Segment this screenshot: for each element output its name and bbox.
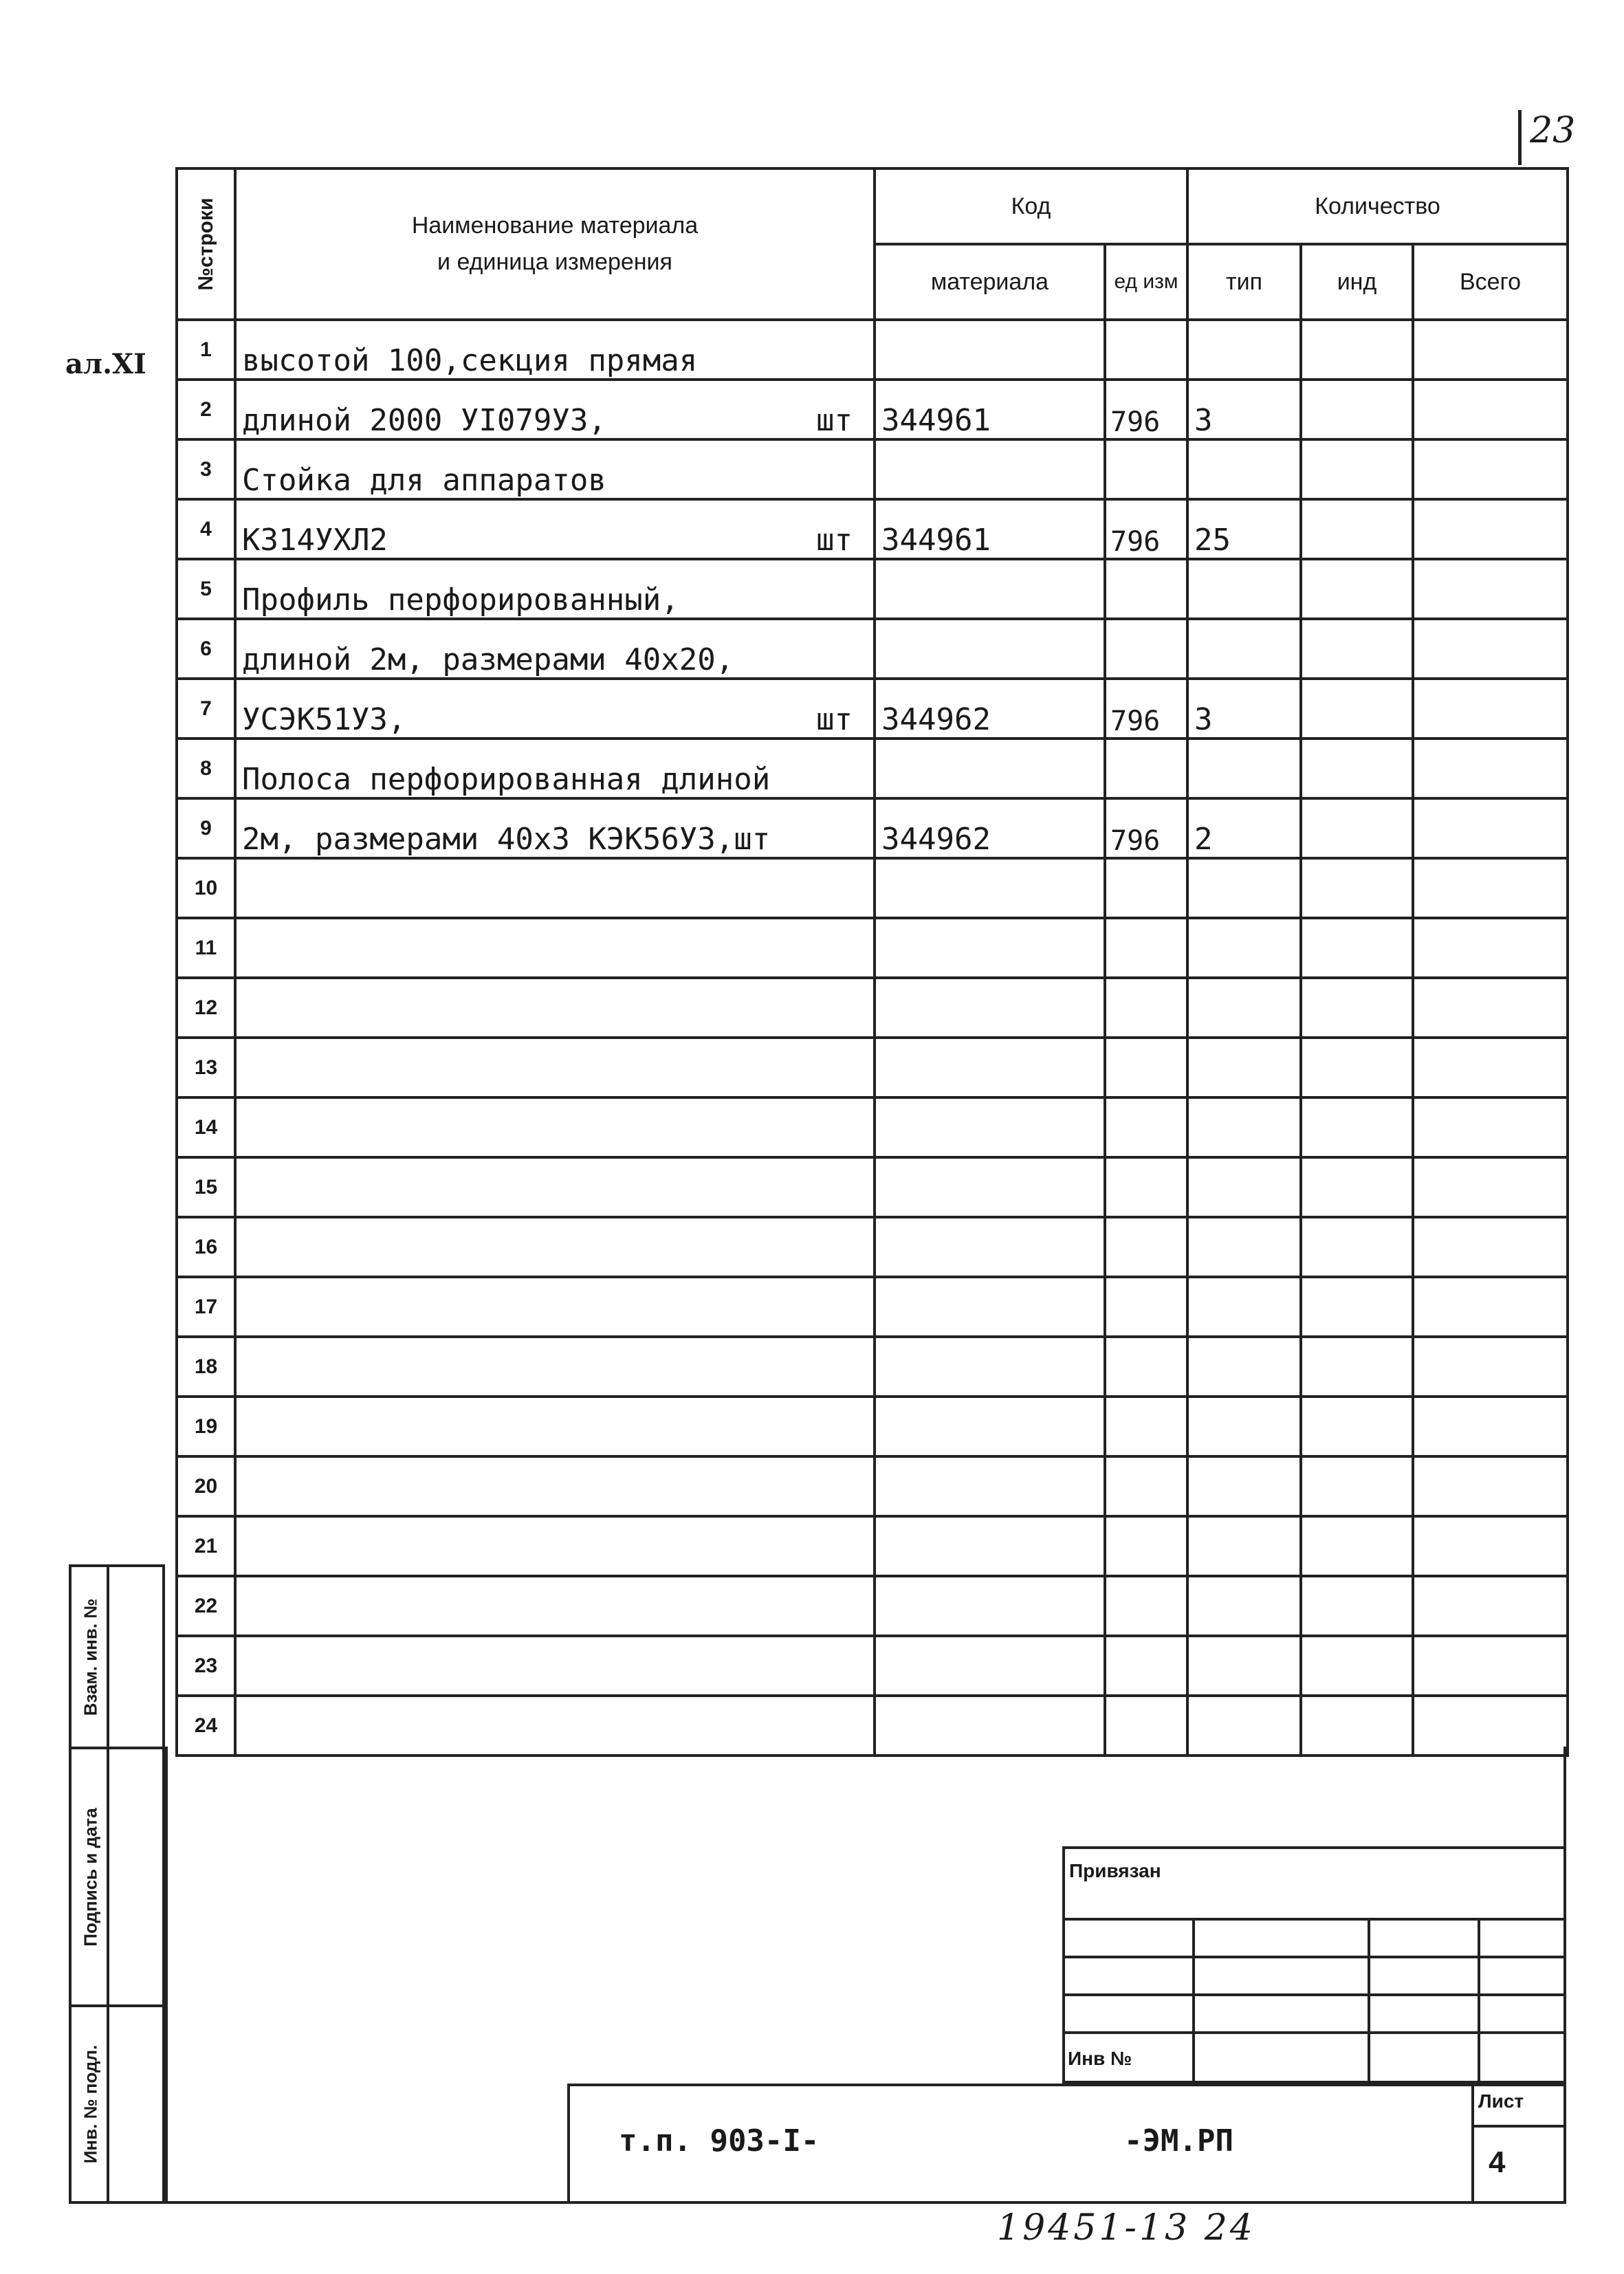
row-number: 14: [177, 1097, 235, 1157]
material-name-text: длиной 2000 УI079УЗ,: [242, 403, 606, 438]
qty-total: [1413, 559, 1568, 619]
binding-rule: [1478, 1918, 1480, 2081]
stamp-divider: [109, 2004, 164, 2007]
unit-code: [1105, 739, 1187, 798]
material-name-text: Полоса перфорированная длиной: [242, 762, 771, 797]
table-row: [177, 978, 1568, 1038]
material-name-text: Профиль перфорированный,: [242, 582, 679, 617]
qty-total: [1413, 1636, 1568, 1696]
side-label: ал.XI: [65, 348, 146, 380]
header-name-line1: Наименование материала: [411, 212, 699, 239]
qty-type: 2: [1187, 798, 1301, 858]
unit-code: [1105, 1097, 1187, 1157]
material-name: [235, 858, 875, 918]
stamp-divider: [109, 1747, 164, 1749]
binding-title: Привязан: [1069, 1860, 1161, 1881]
qty-total: [1413, 918, 1568, 978]
table-row: [177, 439, 1568, 499]
material-name: [235, 978, 875, 1038]
row-number: 2: [177, 380, 235, 439]
table-row: [177, 1337, 1568, 1397]
unit-code: [1105, 1277, 1187, 1337]
qty-total: [1413, 798, 1568, 858]
row-number: 7: [177, 679, 235, 739]
handwritten-note: 19451-13 24: [997, 2207, 1255, 2249]
row-number: 23: [177, 1636, 235, 1696]
qty-type: 25: [1187, 499, 1301, 559]
qty-type: [1187, 1337, 1301, 1397]
material-code: [875, 439, 1105, 499]
qty-total: [1413, 380, 1568, 439]
qty-ind: [1301, 679, 1413, 739]
qty-type: 3: [1187, 679, 1301, 739]
material-name: [235, 798, 875, 858]
material-name: [235, 1038, 875, 1097]
page-number-rule: [1518, 110, 1522, 165]
header-qty-ind: инд: [1301, 244, 1413, 320]
qty-total: [1413, 978, 1568, 1038]
table-row: [177, 1277, 1568, 1337]
material-code: [875, 1337, 1105, 1397]
table-row: [177, 320, 1568, 380]
qty-ind: [1301, 439, 1413, 499]
unit-code: [1105, 1397, 1187, 1456]
qty-type: [1187, 320, 1301, 380]
stamp-strip: [69, 1564, 165, 2204]
qty-total: [1413, 1576, 1568, 1636]
table-row: [177, 679, 1568, 739]
qty-total: [1413, 1456, 1568, 1516]
row-number: 16: [177, 1217, 235, 1277]
qty-total: [1413, 858, 1568, 918]
material-name-text: К314УХЛ2: [242, 523, 388, 558]
qty-total: [1413, 439, 1568, 499]
material-name: [235, 559, 875, 619]
material-name: [235, 1157, 875, 1217]
material-name: [235, 499, 875, 559]
qty-type: [1187, 1456, 1301, 1516]
row-number: 9: [177, 798, 235, 858]
binding-rule: [1065, 1956, 1563, 1958]
row-number: 20: [177, 1456, 235, 1516]
row-number: 8: [177, 739, 235, 798]
table-row: [177, 1157, 1568, 1217]
material-name-text: высотой 100,секция прямая: [242, 343, 698, 378]
unit-code: [1105, 1217, 1187, 1277]
unit-mark: шт: [816, 523, 853, 558]
material-code: [875, 559, 1105, 619]
unit-code: [1105, 619, 1187, 679]
qty-total: [1413, 1337, 1568, 1397]
qty-ind: [1301, 1576, 1413, 1636]
unit-code: [1105, 1516, 1187, 1576]
qty-total: [1413, 1397, 1568, 1456]
material-code: 344961: [875, 499, 1105, 559]
qty-type: [1187, 1397, 1301, 1456]
table-row: [177, 1217, 1568, 1277]
stamp-sign-date: Подпись и дата: [72, 1749, 109, 2007]
qty-type: [1187, 978, 1301, 1038]
qty-total: [1413, 1097, 1568, 1157]
binding-rule: [1192, 1918, 1195, 2081]
qty-ind: [1301, 1516, 1413, 1576]
qty-ind: [1301, 918, 1413, 978]
qty-ind: [1301, 1097, 1413, 1157]
qty-type: [1187, 559, 1301, 619]
row-number: 24: [177, 1696, 235, 1756]
material-name: [235, 619, 875, 679]
unit-code: [1105, 918, 1187, 978]
qty-type: [1187, 858, 1301, 918]
material-name: [235, 320, 875, 380]
table-row: [177, 559, 1568, 619]
qty-type: [1187, 1217, 1301, 1277]
material-name-text: Стойка для аппаратов: [242, 463, 606, 498]
header-code: Код: [875, 168, 1187, 244]
qty-type: [1187, 739, 1301, 798]
qty-type: [1187, 1097, 1301, 1157]
qty-type: [1187, 1277, 1301, 1337]
unit-code: [1105, 1038, 1187, 1097]
table-row: [177, 1456, 1568, 1516]
header-row-number: №строки: [177, 168, 235, 320]
row-number: 11: [177, 918, 235, 978]
material-name: [235, 439, 875, 499]
qty-ind: [1301, 320, 1413, 380]
unit-mark: шт: [816, 702, 853, 737]
title-project-code: т.п. 903-I-: [619, 2123, 820, 2158]
qty-ind: [1301, 499, 1413, 559]
qty-total: [1413, 619, 1568, 679]
qty-total: [1413, 1217, 1568, 1277]
unit-code: [1105, 1337, 1187, 1397]
qty-total: [1413, 1516, 1568, 1576]
material-code: [875, 1217, 1105, 1277]
material-code: [875, 320, 1105, 380]
material-code: [875, 739, 1105, 798]
table-row: [177, 1516, 1568, 1576]
qty-ind: [1301, 1456, 1413, 1516]
title-document-code: -ЭМ.РП: [1124, 2123, 1233, 2158]
header-quantity: Количество: [1187, 168, 1568, 244]
binding-rule: [1065, 1993, 1563, 1996]
material-code: [875, 1277, 1105, 1337]
stamp-inv-podl: Инв. № подл.: [80, 2044, 100, 2164]
qty-type: [1187, 1576, 1301, 1636]
table-row: [177, 499, 1568, 559]
table-row: [177, 1038, 1568, 1097]
row-number: 19: [177, 1397, 235, 1456]
table-row: [177, 1097, 1568, 1157]
qty-total: [1413, 1277, 1568, 1337]
material-code: 344961: [875, 380, 1105, 439]
qty-type: 3: [1187, 380, 1301, 439]
qty-total: [1413, 320, 1568, 380]
row-number: 4: [177, 499, 235, 559]
material-name: [235, 380, 875, 439]
qty-type: [1187, 1516, 1301, 1576]
material-name-text: длиной 2м, размерами 40х20,: [242, 642, 734, 677]
qty-total: [1413, 1157, 1568, 1217]
qty-type: [1187, 1157, 1301, 1217]
row-number: 22: [177, 1576, 235, 1636]
stamp-vzam-inv: Взам. инв. №: [72, 1567, 109, 1749]
row-number: 12: [177, 978, 235, 1038]
qty-total: [1413, 499, 1568, 559]
qty-type: [1187, 619, 1301, 679]
unit-code: [1105, 559, 1187, 619]
header-qty-total: Всего: [1413, 244, 1568, 320]
material-name-text: УСЭК51УЗ,: [242, 702, 406, 737]
qty-ind: [1301, 739, 1413, 798]
table-row: [177, 1397, 1568, 1456]
binding-rule: [1368, 1918, 1370, 2081]
material-code: 344962: [875, 798, 1105, 858]
material-code: [875, 1636, 1105, 1696]
row-number: 3: [177, 439, 235, 499]
qty-ind: [1301, 559, 1413, 619]
binding-rule: [1065, 2031, 1563, 2034]
qty-type: [1187, 1636, 1301, 1696]
header-code-unit: ед изм: [1105, 244, 1187, 320]
qty-ind: [1301, 1636, 1413, 1696]
table-header-row-1: [177, 168, 1568, 244]
material-name: [235, 1516, 875, 1576]
material-code: [875, 1157, 1105, 1217]
qty-ind: [1301, 798, 1413, 858]
table-row: [177, 1576, 1568, 1636]
material-name: [235, 739, 875, 798]
qty-ind: [1301, 1157, 1413, 1217]
material-code: [875, 1397, 1105, 1456]
material-name: [235, 1576, 875, 1636]
row-number: 1: [177, 320, 235, 380]
sheet-divider: [1471, 2125, 1566, 2128]
material-code: [875, 1097, 1105, 1157]
materials-table: [175, 167, 1569, 1757]
qty-type: [1187, 1038, 1301, 1097]
qty-ind: [1301, 1277, 1413, 1337]
material-code: [875, 1038, 1105, 1097]
material-name: [235, 918, 875, 978]
unit-mark: шт: [816, 403, 853, 438]
unit-code: [1105, 978, 1187, 1038]
qty-ind: [1301, 858, 1413, 918]
qty-ind: [1301, 1217, 1413, 1277]
unit-code: [1105, 1576, 1187, 1636]
qty-ind: [1301, 978, 1413, 1038]
qty-ind: [1301, 1397, 1413, 1456]
material-code: [875, 1576, 1105, 1636]
material-name-text: 2м, размерами 40х3 КЭК56УЗ,шт: [242, 822, 771, 857]
qty-ind: [1301, 619, 1413, 679]
material-code: 344962: [875, 679, 1105, 739]
material-code: [875, 978, 1105, 1038]
unit-code: 796: [1105, 499, 1187, 559]
header-name: [235, 168, 875, 320]
row-number: 10: [177, 858, 235, 918]
binding-rule: [1065, 1918, 1563, 1921]
qty-total: [1413, 739, 1568, 798]
material-name: [235, 1217, 875, 1277]
row-number: 5: [177, 559, 235, 619]
stamp-strip-labels: [72, 1567, 109, 2201]
material-name: [235, 1636, 875, 1696]
binding-inv-label: Инв №: [1068, 2048, 1132, 2069]
qty-ind: [1301, 380, 1413, 439]
table-row: [177, 918, 1568, 978]
header-code-material: материала: [875, 244, 1105, 320]
material-code: [875, 619, 1105, 679]
unit-code: [1105, 439, 1187, 499]
row-number: 13: [177, 1038, 235, 1097]
page-number: 23: [1530, 110, 1576, 151]
table-row: [177, 1636, 1568, 1696]
row-number: 18: [177, 1337, 235, 1397]
material-name: [235, 1397, 875, 1456]
unit-code: 796: [1105, 798, 1187, 858]
sheet-number: 4: [1489, 2145, 1506, 2179]
qty-total: [1413, 679, 1568, 739]
material-name: [235, 1097, 875, 1157]
header-qty-type: тип: [1187, 244, 1301, 320]
qty-ind: [1301, 1337, 1413, 1397]
row-number: 17: [177, 1277, 235, 1337]
sheet-label: Лист: [1478, 2090, 1524, 2112]
material-code: [875, 858, 1105, 918]
unit-code: [1105, 1456, 1187, 1516]
material-name: [235, 1337, 875, 1397]
unit-code: 796: [1105, 380, 1187, 439]
qty-type: [1187, 439, 1301, 499]
row-number: 15: [177, 1157, 235, 1217]
material-name: [235, 679, 875, 739]
table-row: [177, 619, 1568, 679]
unit-code: [1105, 1157, 1187, 1217]
qty-total: [1413, 1038, 1568, 1097]
qty-ind: [1301, 1038, 1413, 1097]
material-code: [875, 1516, 1105, 1576]
table-row: [177, 739, 1568, 798]
row-number: 6: [177, 619, 235, 679]
material-code: [875, 918, 1105, 978]
table-row: [177, 380, 1568, 439]
unit-code: 796: [1105, 679, 1187, 739]
unit-code: [1105, 320, 1187, 380]
unit-code: [1105, 858, 1187, 918]
table-row: [177, 858, 1568, 918]
unit-code: [1105, 1636, 1187, 1696]
qty-type: [1187, 918, 1301, 978]
material-code: [875, 1456, 1105, 1516]
header-name-line2: и единица измерения: [437, 249, 672, 275]
material-name: [235, 1456, 875, 1516]
table-row: [177, 798, 1568, 858]
material-name: [235, 1277, 875, 1337]
row-number: 21: [177, 1516, 235, 1576]
